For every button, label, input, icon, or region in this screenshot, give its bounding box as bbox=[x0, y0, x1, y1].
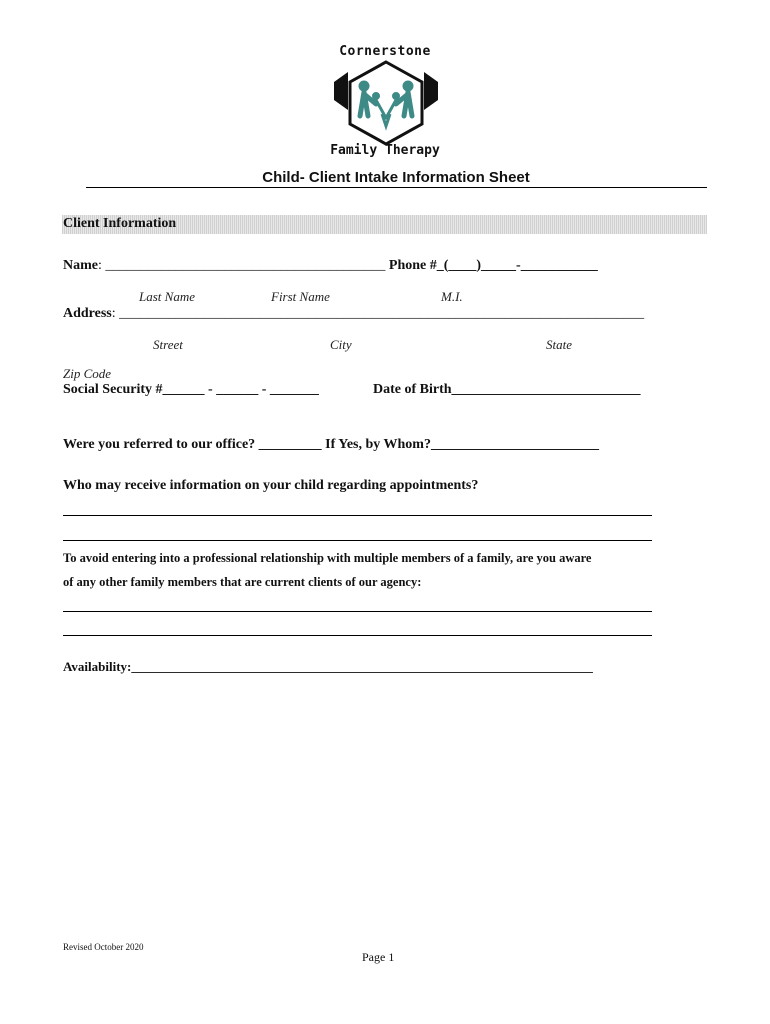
address-line: : ___________________________________________________________________________ bbox=[111, 306, 645, 321]
info-question: Who may receive information on your child regarding appointments? bbox=[63, 478, 479, 493]
family-question-line-2: of any other family members that are current clients of our agency: bbox=[63, 575, 422, 589]
sub-first-name: First Name bbox=[271, 289, 330, 304]
sub-city: City bbox=[330, 337, 352, 352]
referred-field[interactable]: Were you referred to our office? _________ If Yes, by Whom?________________________ bbox=[63, 437, 599, 452]
availability-field[interactable]: Availability:_______________________________________________________________________ bbox=[63, 659, 593, 674]
family-answer-line-1[interactable] bbox=[63, 611, 652, 612]
logo-name-top: Cornerstone bbox=[339, 44, 431, 59]
title-rule bbox=[86, 187, 707, 188]
sub-street: Street bbox=[153, 337, 183, 352]
section-heading: Client Information bbox=[63, 216, 177, 231]
name-line: : ________________________________________ bbox=[98, 258, 386, 273]
revised-date: Revised October 2020 bbox=[63, 942, 144, 952]
logo-icon bbox=[330, 60, 442, 146]
ssn-field[interactable]: Social Security #______ - ______ - _______ bbox=[63, 382, 319, 397]
address-label: Address bbox=[63, 306, 112, 321]
info-answer-line-1[interactable] bbox=[63, 515, 652, 516]
info-answer-line-2[interactable] bbox=[63, 540, 652, 541]
family-answer-line-2[interactable] bbox=[63, 635, 652, 636]
sub-state: State bbox=[546, 337, 572, 352]
sub-last-name: Last Name bbox=[139, 289, 195, 304]
dob-field[interactable]: Date of Birth___________________________ bbox=[373, 382, 641, 397]
page-number: Page 1 bbox=[362, 950, 395, 964]
logo-name-bottom: Family Therapy bbox=[330, 143, 440, 158]
sub-mi: M.I. bbox=[441, 289, 463, 304]
page-title: Child- Client Intake Information Sheet bbox=[262, 169, 530, 186]
name-field[interactable] bbox=[63, 258, 598, 274]
phone-field[interactable]: Phone #_(____)_____-___________ bbox=[385, 258, 598, 273]
family-question-line-1: To avoid entering into a professional relationship with multiple members of a family, are you aware bbox=[63, 551, 592, 565]
sub-zip: Zip Code bbox=[63, 366, 112, 381]
name-label: Name bbox=[63, 258, 98, 273]
address-field[interactable] bbox=[63, 306, 644, 322]
